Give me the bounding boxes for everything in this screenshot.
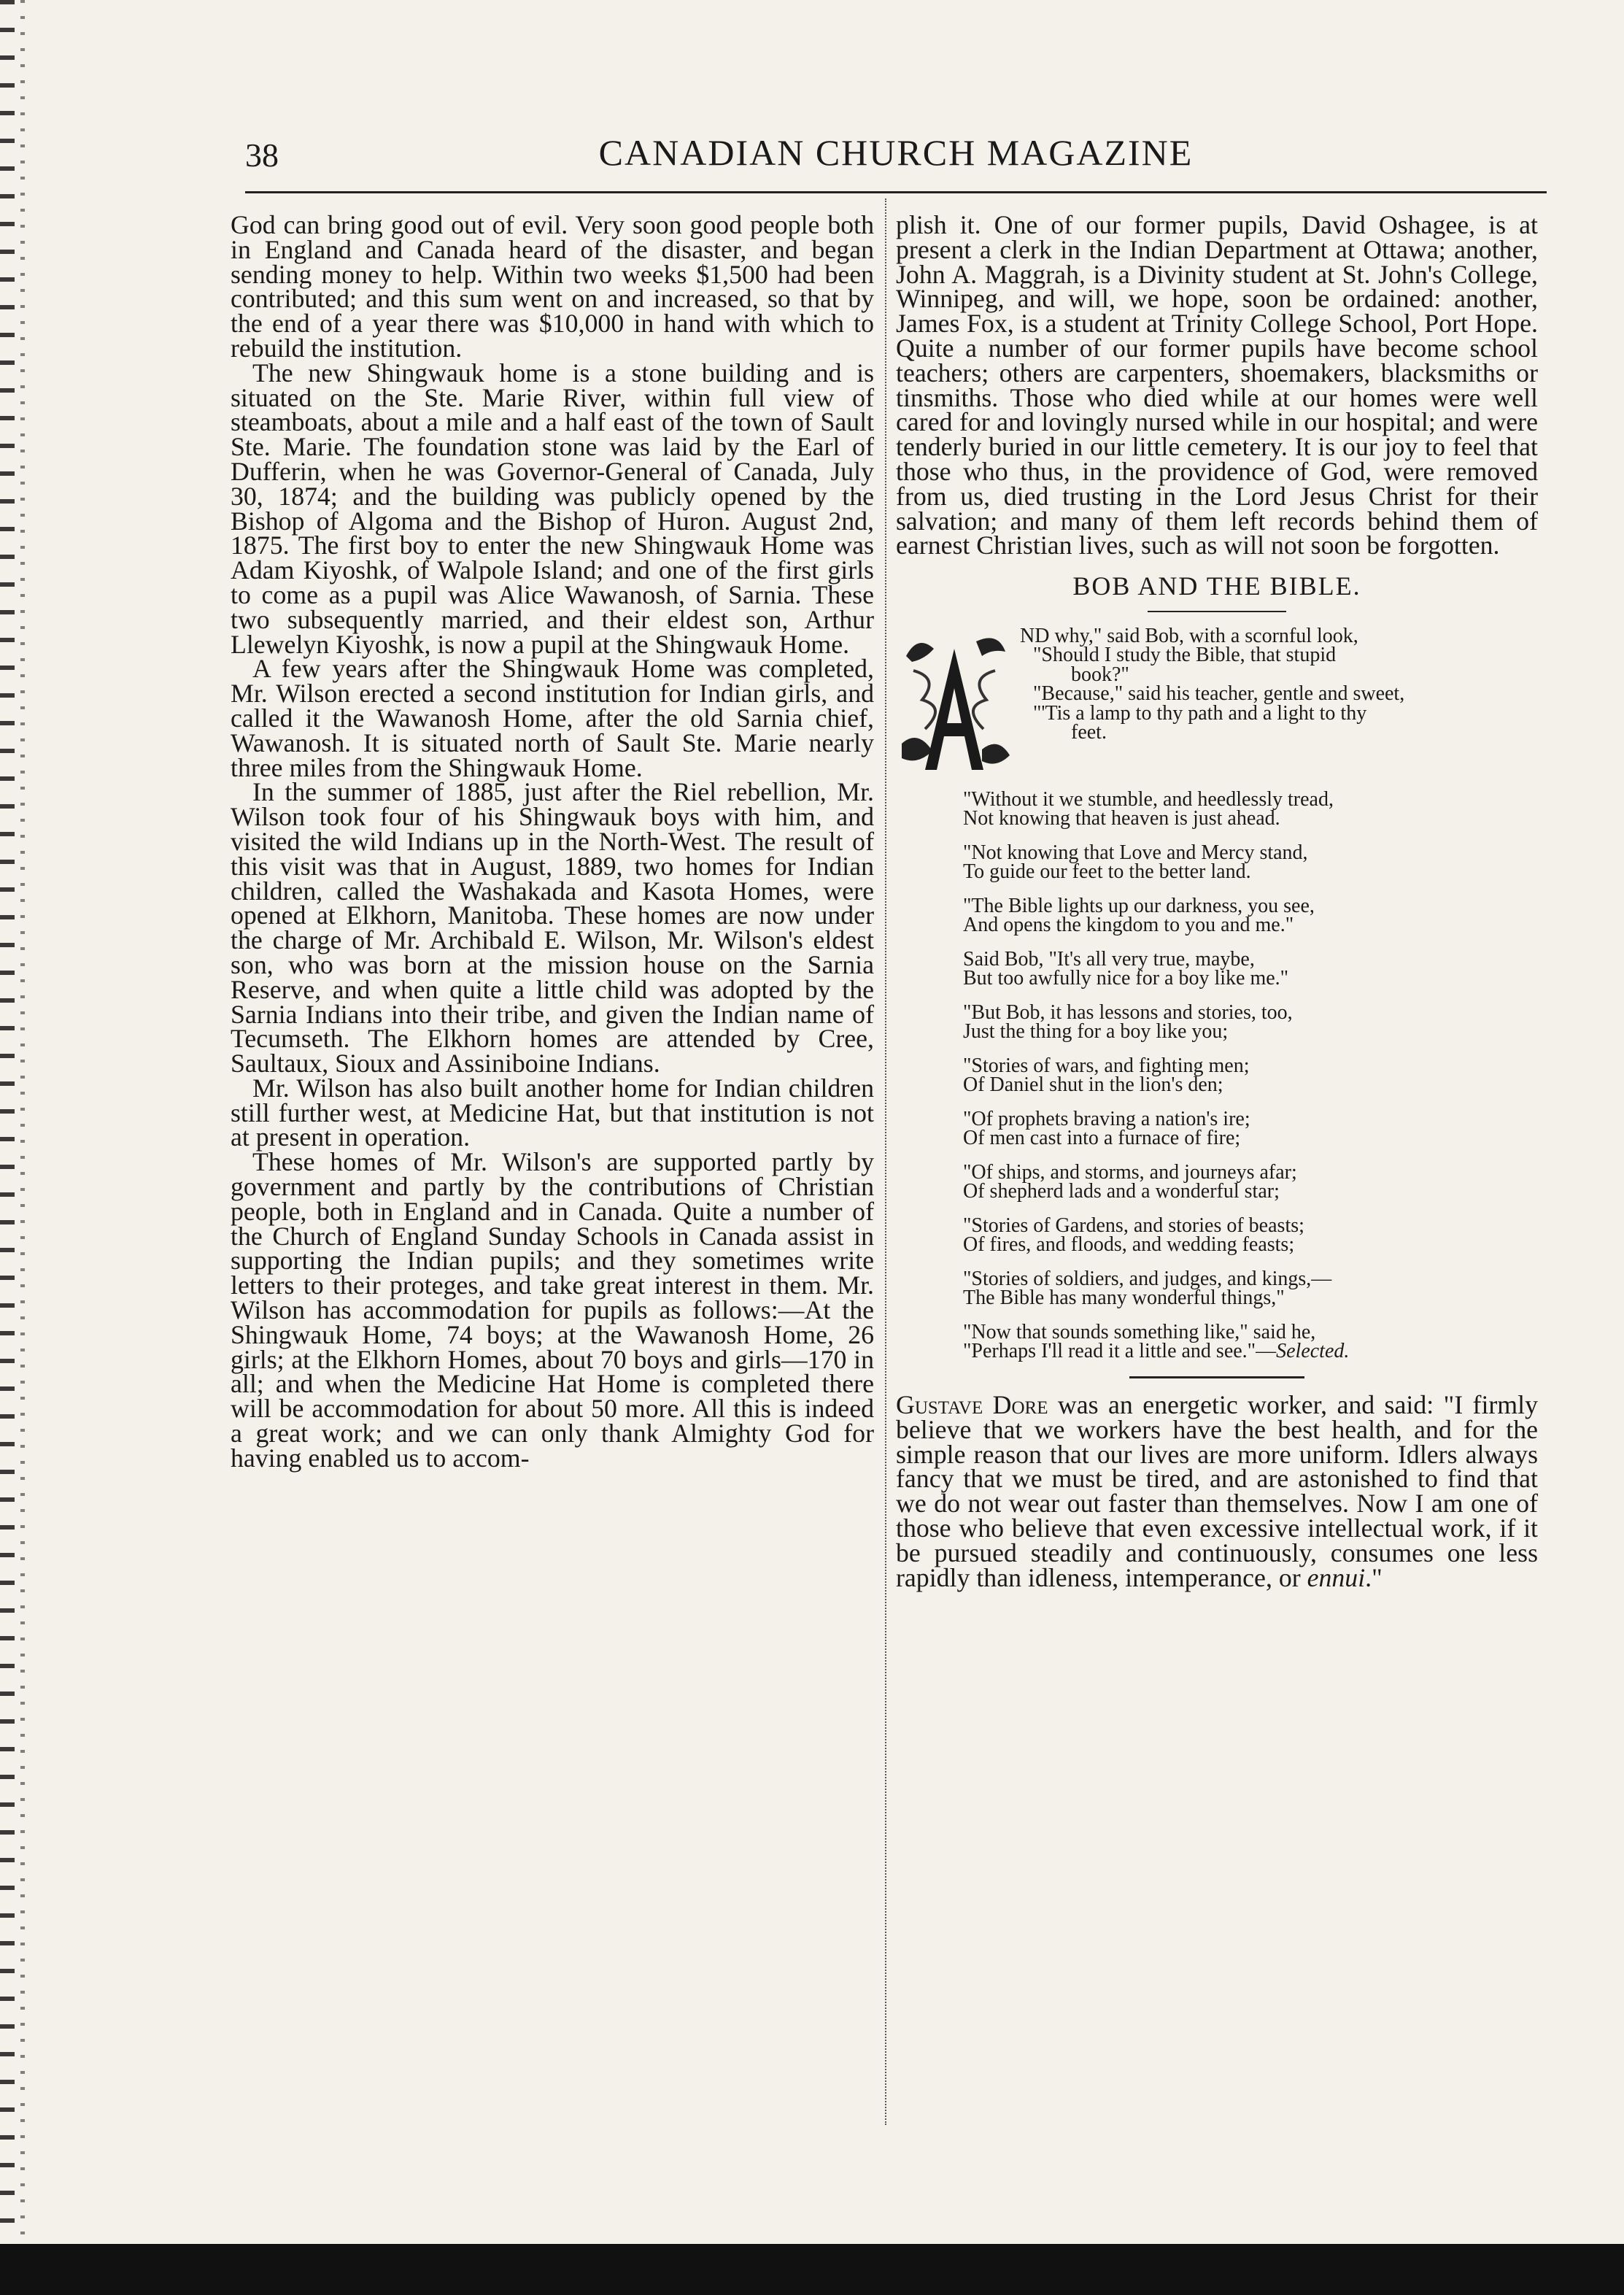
poem-stanza bbox=[963, 1267, 1538, 1310]
poem-stanza bbox=[963, 1216, 1538, 1255]
poem-line: "'Tis a lamp to thy path and a light to thy bbox=[1033, 701, 1367, 725]
paragraph: A few years after the Shingwauk Home was completed, Mr. Wilson erected a second institution for Indian girls, and called it the Wawanosh Home, after the old Sarnia chief, Wawanosh. It is situated north of Sault Ste. Marie nearly three miles from the Shingwauk Home. bbox=[231, 654, 874, 782]
poem-stanza bbox=[963, 1107, 1538, 1150]
poem-stanza bbox=[963, 947, 1538, 990]
poem-line: ND why," said Bob, with a scornful look, bbox=[1020, 624, 1358, 647]
column-divider bbox=[885, 198, 886, 2125]
poem-line: Not knowing that heaven is just ahead. bbox=[963, 807, 1280, 830]
dore-ennui: ennui bbox=[1307, 1562, 1366, 1592]
poem-title-rule bbox=[1148, 611, 1286, 612]
poem-line: "But Bob, it has lessons and stories, too, bbox=[963, 1000, 1293, 1024]
poem-line: "Perhaps I'll read it a little and see."— bbox=[963, 1340, 1277, 1363]
paragraph: Mr. Wilson has also built another home for Indian children still further west, at Medicine Hat, but that institution is not at present in operation. bbox=[231, 1073, 874, 1152]
poem-opening bbox=[896, 624, 1538, 790]
paragraph: God can bring good out of evil. Very soon good people both in England and Canada heard of the disaster, and began sending money to help. Within two weeks $1,500 had been contributed; and this sum went on and increased, so that by the end of a year there was $10,000 in hand with which to rebuild the institution. bbox=[231, 210, 874, 363]
poem-line: "Stories of soldiers, and judges, and kings,— bbox=[963, 1267, 1332, 1290]
poem-line: "Not knowing that Love and Mercy stand, bbox=[963, 841, 1308, 864]
poem-stanza bbox=[963, 1320, 1538, 1363]
poem-line: "Without it we stumble, and heedlessly tread, bbox=[963, 787, 1334, 811]
paragraph: These homes of Mr. Wilson's are supported partly by government and partly by the contributions of Christian people, both in England and in Canada. Quite a number of the Church of England Sunday Schools in Canada assist in supporting the Indian pupils; and they sometimes write letters to their proteges, and take great interest in them. Mr. Wilson has accommodation for pupils as follows:—At the Shingwauk Home, 74 boys; at the Wawanosh Home, 26 girls; at the Elkhorn Homes, about 70 boys and girls—170 in all; and when the Medicine Hat Home is completed there will be accommodation for about 50 more. All this is indeed a great work; and we can only thank Almighty God for having enabled us to accom- bbox=[231, 1147, 874, 1473]
poem-line: The Bible has many wonderful things," bbox=[963, 1287, 1285, 1310]
poem-line: Said Bob, "It's all very true, maybe, bbox=[963, 947, 1255, 971]
scan-bottom-edge bbox=[0, 2244, 1624, 2295]
binding-edge bbox=[0, 0, 15, 2295]
left-column bbox=[231, 210, 874, 1473]
binding-edge-marks bbox=[20, 0, 25, 2295]
section-rule bbox=[1129, 1376, 1304, 1378]
poem-line-with-credit bbox=[963, 1342, 1538, 1362]
right-column bbox=[896, 210, 1538, 1592]
poem-line: "Stories of Gardens, and stories of beasts; bbox=[963, 1214, 1304, 1237]
dore-paragraph bbox=[896, 1389, 1538, 1592]
poem-line: "Of ships, and storms, and journeys afar; bbox=[963, 1160, 1297, 1184]
poem-line: Of shepherd lads and a wonderful star; bbox=[963, 1180, 1280, 1203]
poem-title: BOB AND THE BIBLE. bbox=[1072, 571, 1361, 601]
running-head bbox=[245, 131, 1547, 184]
header-rule bbox=[245, 191, 1547, 193]
page-number: 38 bbox=[245, 136, 279, 174]
dore-text: was an energetic worker, and said: "I firmly believe that we workers have the best health, and for the simple reason that our lives are more uniform. Idlers always fancy that we must be tired, and are astonished to find that we do not wear out faster than themselves. Now I am one of those who believe that even excessive intellectual work, if it be pursued steadily and continuously, consumes one less rapidly than idleness, intemperance, or bbox=[896, 1389, 1538, 1592]
poem-stanza bbox=[963, 787, 1538, 830]
magazine-title: CANADIAN CHURCH MAGAZINE bbox=[598, 132, 1194, 173]
opening-lines bbox=[1020, 624, 1501, 744]
poem-line: book?" bbox=[1071, 663, 1129, 686]
dore-name: Gustave Dore bbox=[896, 1389, 1048, 1419]
poem bbox=[896, 624, 1538, 1363]
poem-line: And opens the kingdom to you and me." bbox=[963, 914, 1294, 937]
poem-stanza bbox=[963, 1054, 1538, 1097]
poem-stanza bbox=[963, 841, 1538, 884]
poem-line: "Stories of wars, and fighting men; bbox=[963, 1054, 1250, 1077]
ornamental-drop-cap bbox=[896, 627, 1013, 780]
poem-line: But too awfully nice for a boy like me." bbox=[963, 967, 1289, 990]
poem-line: "Because," said his teacher, gentle and sweet, bbox=[1033, 682, 1405, 706]
poem-line: feet. bbox=[1071, 721, 1107, 744]
poem-line: "Now that sounds something like," said he, bbox=[963, 1320, 1316, 1343]
paragraph: The new Shingwauk home is a stone building and is situated on the Ste. Marie River, within full view of steamboats, about a mile and a half east of the town of Sault Ste. Marie. The foundation stone was laid by the Earl of Dufferin, when he was Governor-General of Canada, July 30, 1874; and the building was publicly opened by the Bishop of Algoma and the Bishop of Huron. August 2nd, 1875. The first boy to enter the new Shingwauk Home was Adam Kiyoshk, of Walpole Island; and one of the first girls to come as a pupil was Alice Wawanosh, of Sarnia. These two subsequently married, and their eldest son, Arthur Llewelyn Kiyoshk, is now a pupil at the Shingwauk Home. bbox=[231, 358, 874, 659]
poem-credit: Selected. bbox=[1276, 1340, 1350, 1363]
dore-ending: ." bbox=[1365, 1562, 1383, 1592]
poem-line: "Of prophets braving a nation's ire; bbox=[963, 1107, 1250, 1130]
poem-line: "The Bible lights up our darkness, you see, bbox=[963, 894, 1315, 917]
poem-line: Of men cast into a furnace of fire; bbox=[963, 1127, 1241, 1150]
poem-stanza bbox=[963, 894, 1538, 937]
paragraph: In the summer of 1885, just after the Riel rebellion, Mr. Wilson took four of his Shingwauk boys with him, and visited the wild Indians up in the North-West. The result of this visit was that in August, 1889, two homes for Indian children, called the Washakada and Kasota Homes, were opened at Elkhorn, Manitoba. These homes are now under the charge of Mr. Archibald E. Wilson, Mr. Wilson's eldest son, who was born at the mission house on the Sarnia Reserve, and when quite a little child was adopted by the Sarnia Indians into their tribe, and given the Indian name of Tecumseth. The Elkhorn homes are attended by Cree, Saultaux, Sioux and Assiniboine Indians. bbox=[231, 777, 874, 1079]
poem-stanza bbox=[963, 1160, 1538, 1203]
poem-line: To guide our feet to the better land. bbox=[963, 860, 1251, 884]
poem-stanza bbox=[963, 1000, 1538, 1044]
poem-line: "Should I study the Bible, that stupid bbox=[1033, 644, 1337, 667]
paragraph: plish it. One of our former pupils, David Oshagee, is at present a clerk in the Indian Department at Ottawa; another, John A. Maggrah, is a Divinity student at St. John's College, Winnipeg, and will, we hope, soon be ordained: another, James Fox, is a student at Trinity College School, Port Hope. Quite a number of our former pupils have become school teachers; others are carpenters, shoemakers, blacksmiths or tinsmiths. Those who died while at our homes were well cared for and lovingly nursed while in our hospital; and were tenderly buried in our little cemetery. It is our joy to feel that those who thus, in the providence of God, were removed from us, died trusting in the Lord Jesus Christ for their salvation; and many of them left records behind them of earnest Christian lives, such as will not soon be forgotten. bbox=[896, 210, 1538, 560]
poem-line: Of Daniel shut in the lion's den; bbox=[963, 1073, 1223, 1097]
poem-line: Of fires, and floods, and wedding feasts; bbox=[963, 1233, 1295, 1257]
poem-line: Just the thing for a boy like you; bbox=[963, 1020, 1229, 1044]
